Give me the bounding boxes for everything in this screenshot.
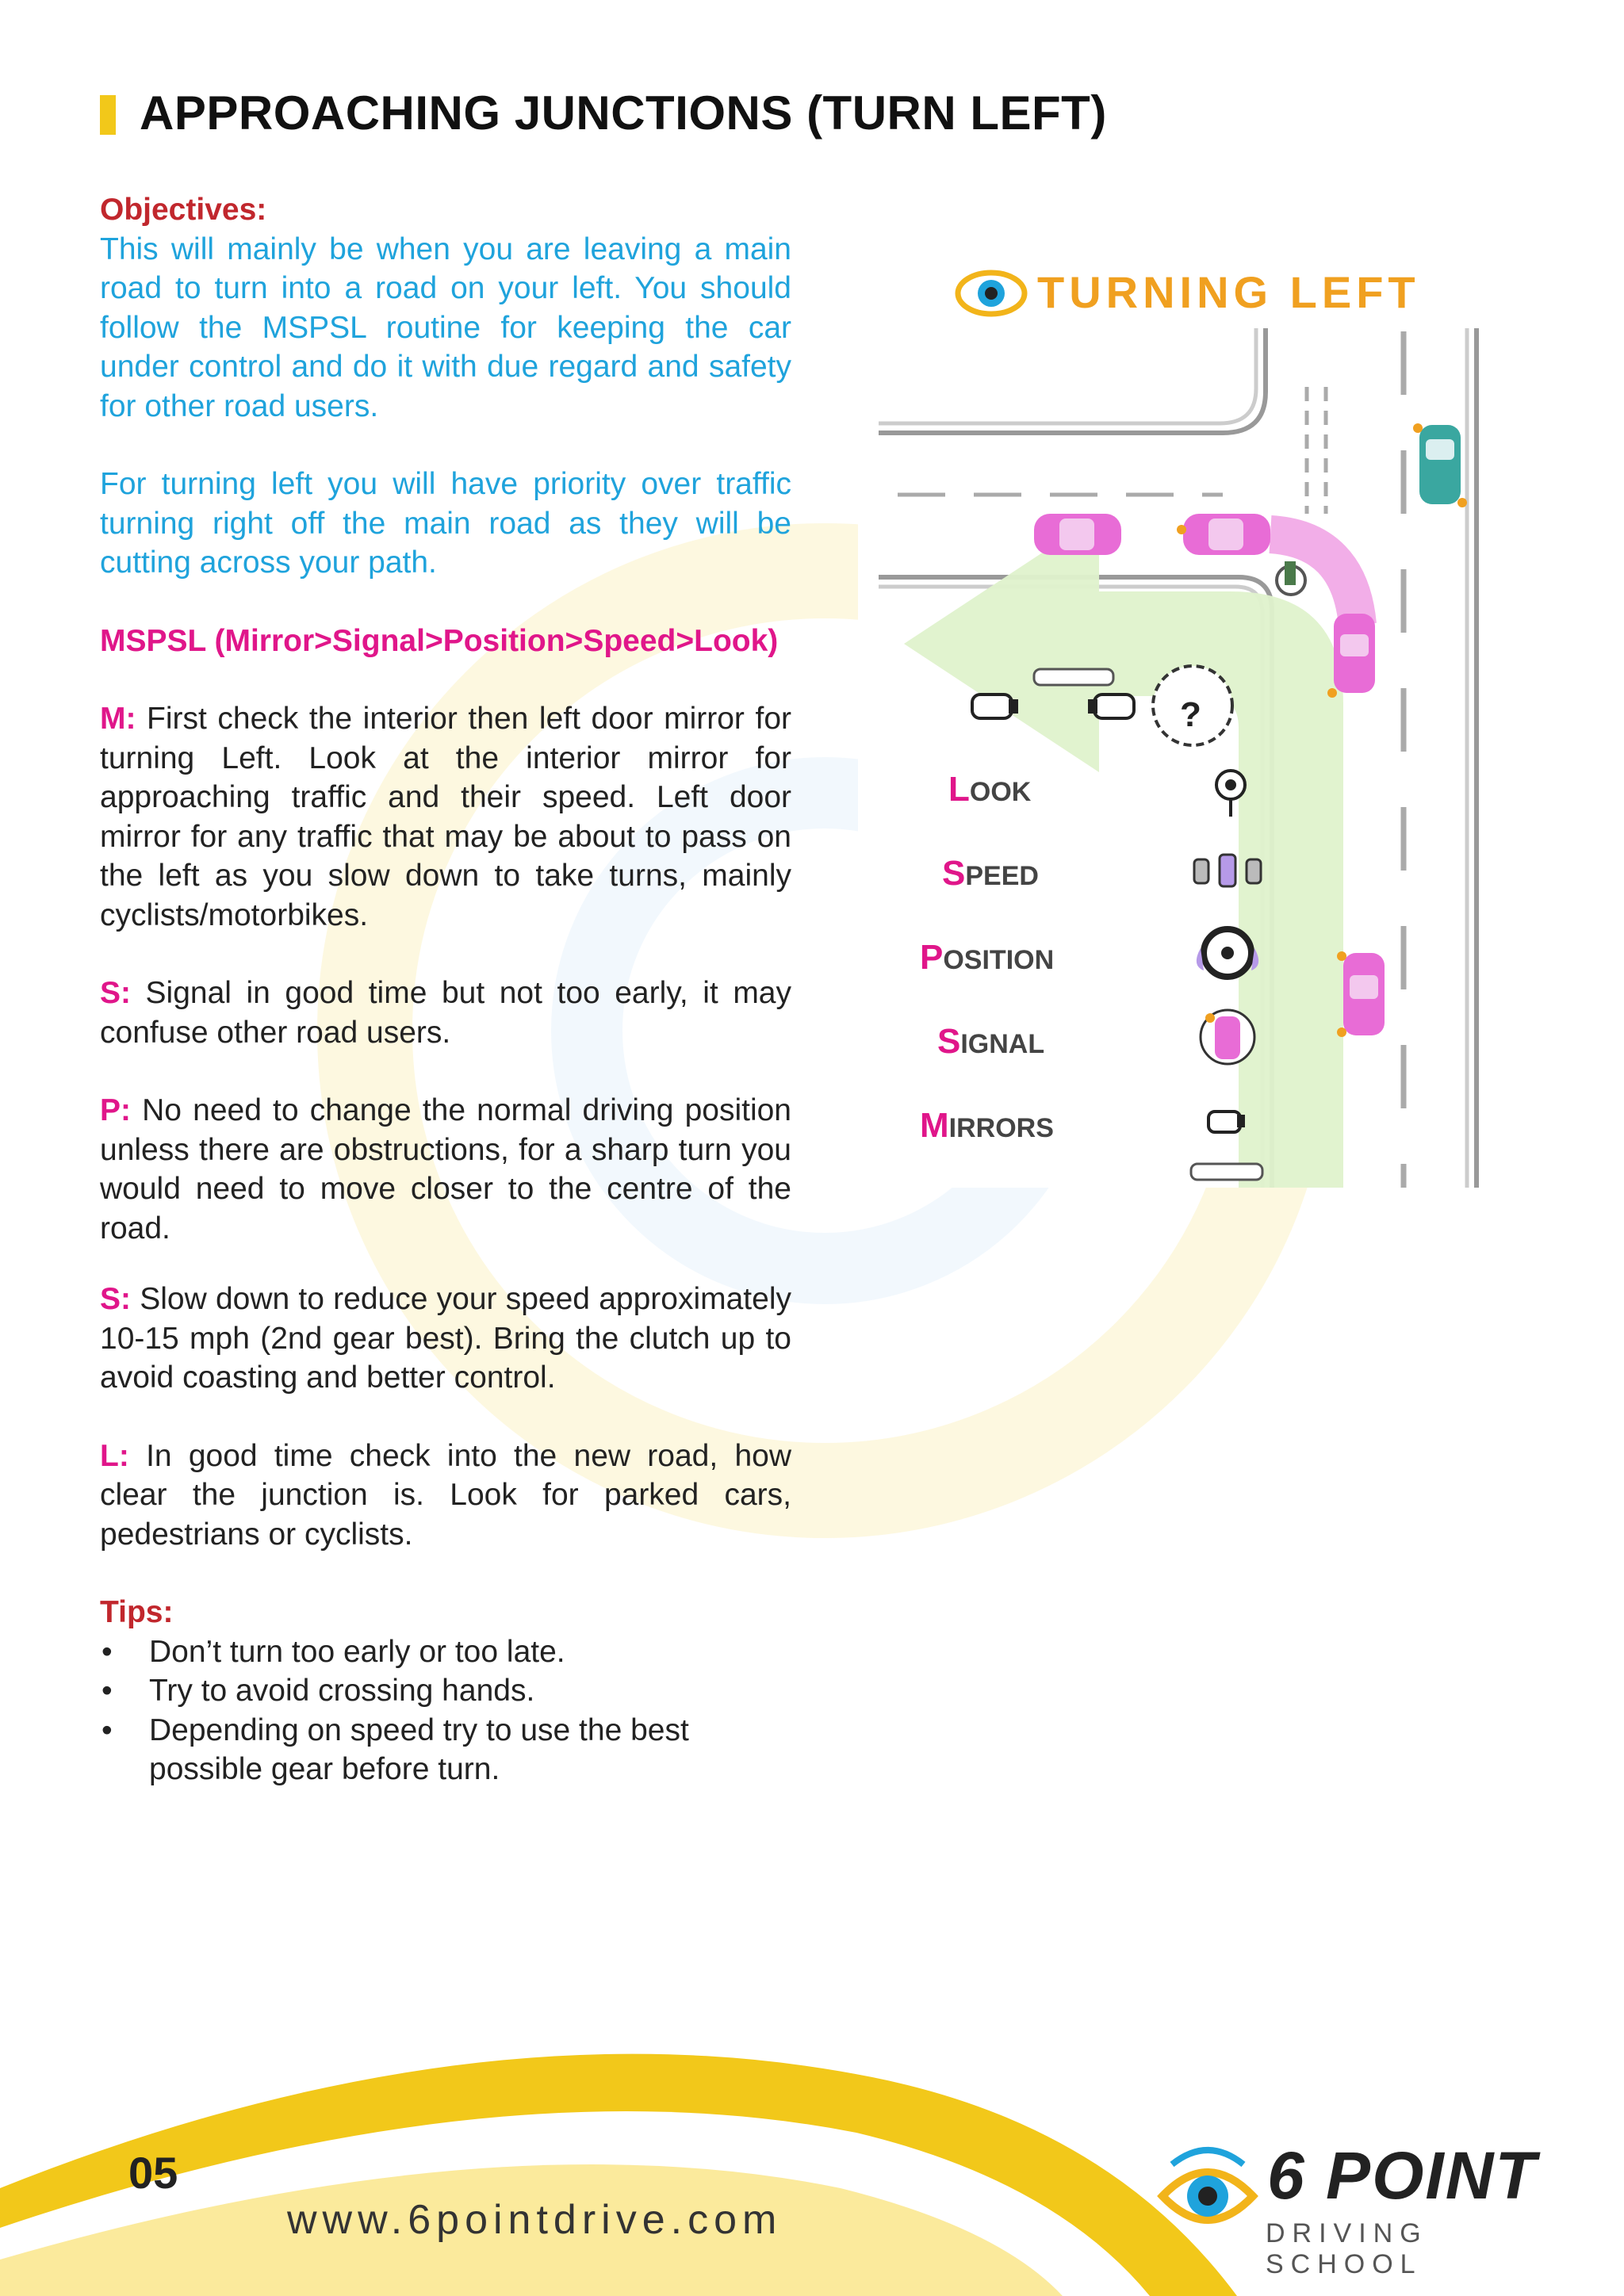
car-teal xyxy=(1413,423,1467,507)
svg-text:?: ? xyxy=(1180,695,1201,734)
diagram-title: TURNING LEFT xyxy=(1037,267,1420,317)
tip-item: • Don’t turn too early or too late. xyxy=(100,1632,791,1672)
mspsl-mirror-paragraph xyxy=(100,699,791,935)
pedals-icon xyxy=(1194,855,1261,886)
logo-name: 6 POINT xyxy=(1267,2138,1538,2213)
step-position: POSITION xyxy=(920,938,1055,977)
brand-logo xyxy=(1156,2138,1568,2279)
mspsl-position-paragraph xyxy=(100,1091,791,1248)
title-accent-bar xyxy=(100,95,116,135)
tips-list xyxy=(100,1632,791,1789)
step-speed: SPEED xyxy=(942,854,1039,893)
mspsl-speed-paragraph xyxy=(100,1280,791,1398)
look-lead: L: xyxy=(100,1438,129,1473)
page-number: 05 xyxy=(128,2148,178,2198)
logo-subtitle: DRIVING SCHOOL xyxy=(1266,2218,1428,2279)
signal-text: Signal in good time but not too early, it may confuse other road users. xyxy=(100,976,791,1050)
mspsl-signal-paragraph xyxy=(100,974,791,1052)
objectives-paragraph-1: This will mainly be when you are leaving a main road to turn into a road on your left. You should follow the MSPSL routine for keeping the car under control and do it with due regard and safety for other road users. xyxy=(100,232,791,423)
car-pink-parked xyxy=(1034,514,1121,555)
speed-lead: S: xyxy=(100,1282,131,1316)
eye-icon xyxy=(958,273,1025,314)
signal-car-icon xyxy=(1201,1010,1254,1064)
position-text: No need to change the normal driving position unless there are obstructions, for a sharp turn you would need to move closer to the centre of the road. xyxy=(100,1093,791,1246)
main-text-column xyxy=(100,190,791,1789)
look-text: In good time check into the new road, how clear the junction is. Look for parked cars, pedestrians or cyclists. xyxy=(100,1438,791,1552)
objectives-heading: Objectives: xyxy=(100,193,267,227)
tip-item: • Try to avoid crossing hands. xyxy=(100,1671,791,1711)
mirror-lead: M: xyxy=(100,702,136,736)
position-lead: P: xyxy=(100,1093,131,1127)
tip-item: • Depending on speed try to use the best possible gear before turn. xyxy=(100,1711,791,1789)
page-title: APPROACHING JUNCTIONS (TURN LEFT) xyxy=(140,86,1107,140)
step-look: LOOK xyxy=(948,770,1032,809)
objectives-paragraph-2: For turning left you will have priority over traffic turning right off the main road as they will be cutting across your path. xyxy=(100,467,791,580)
step-mirrors: MIRRORS xyxy=(920,1106,1054,1145)
signal-lead: S: xyxy=(100,976,131,1010)
speed-text: Slow down to reduce your speed approximately 10-15 mph (2nd gear best). Bring the clutch up to avoid coasting and better control. xyxy=(100,1282,791,1395)
turning-left-diagram xyxy=(858,252,1530,1188)
mspsl-heading: MSPSL (Mirror>Signal>Position>Speed>Look) xyxy=(100,623,779,658)
logo-eye-icon xyxy=(1156,2141,1259,2252)
step-signal: SIGNAL xyxy=(937,1022,1045,1061)
question-bubble-icon xyxy=(1153,666,1232,745)
mspsl-look-paragraph xyxy=(100,1437,791,1555)
tips-heading: Tips: xyxy=(100,1595,174,1629)
website-url[interactable]: www.6pointdrive.com xyxy=(287,2197,783,2243)
mirror-text: First check the interior then left door mirror for turning Left. Look at the interior mirror for approaching traffic and their speed. Left door mirror for any traffic that may be about to pass on the left as you slow down to take turns, mainly cyclists/motorbikes. xyxy=(100,702,791,932)
car-pink-main-road xyxy=(1337,951,1385,1037)
